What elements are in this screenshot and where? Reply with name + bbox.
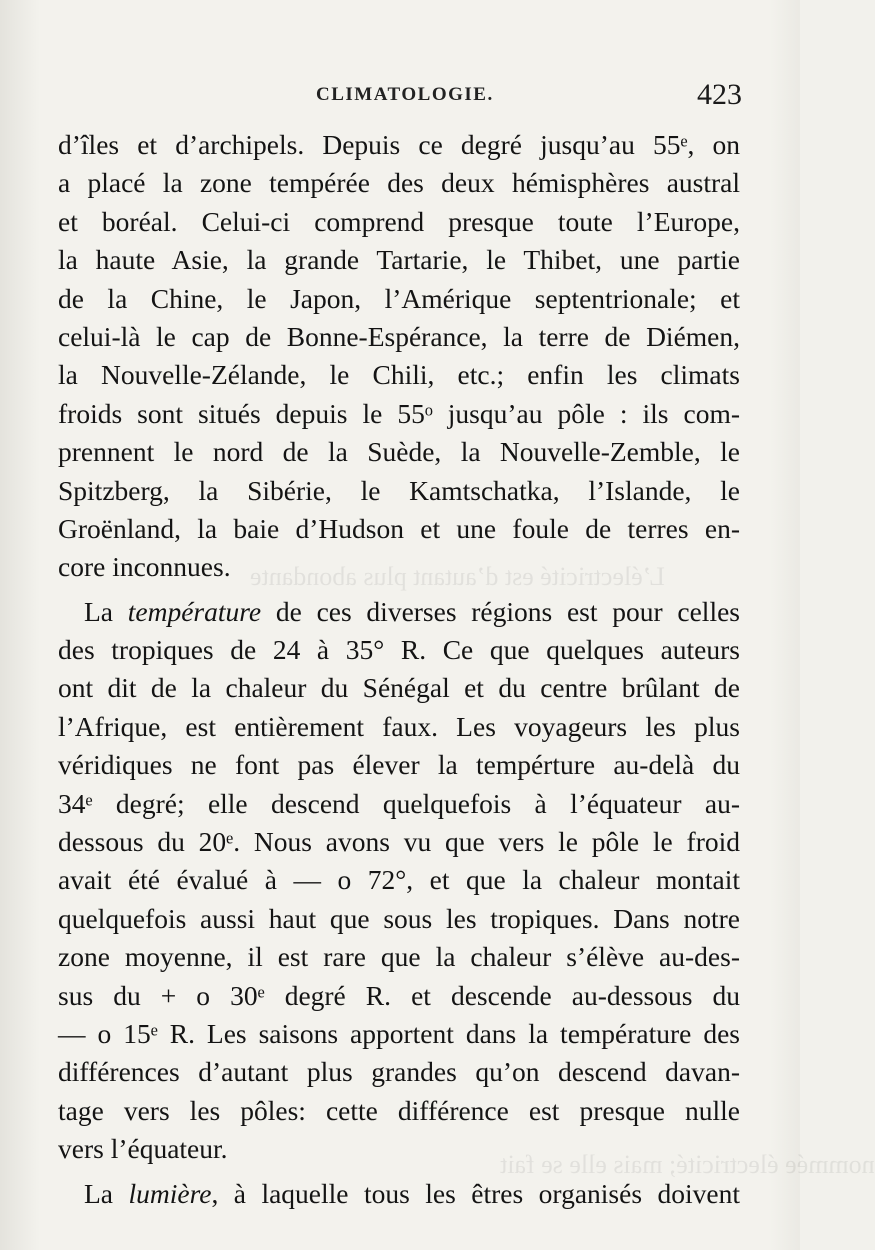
text-line: des tropiques de 24 à 35° R. Ce que quelques auteurs	[58, 634, 740, 666]
text-line: dessous du 20ᵉ. Nous avons vu que vers le pôle le froid	[58, 826, 740, 858]
text-line: tage vers les pôles: cette différence est presque nulle	[58, 1094, 740, 1126]
text-line: Groënland, la baie d’Hudson et une foule de terres en-	[58, 512, 740, 544]
paragraph-3-lead: La	[84, 1177, 129, 1209]
text-line: prennent le nord de la Suède, la Nouvelle-Zemble, le	[58, 436, 740, 468]
text-line: froids sont situés depuis le 55ᵒ jusqu’au pôle : ils com-	[58, 397, 740, 429]
text-line: la Nouvelle-Zélande, le Chili, etc.; enfin les climats	[58, 359, 740, 391]
text-line: et boréal. Celui-ci comprend presque toute l’Europe,	[58, 205, 740, 237]
show-through-text: L’électricité est d’autant plus abondante	[250, 562, 665, 591]
paragraph-2	[58, 593, 740, 1169]
text-line: de la Chine, le Japon, l’Amérique septentrionale; et	[58, 282, 740, 314]
running-head: CLIMATOLOGIE.	[316, 84, 494, 105]
show-through-text: nommée électricité; mais elle se fait	[500, 1150, 875, 1179]
paragraph-1	[58, 126, 740, 587]
page-number: 423	[697, 78, 742, 111]
text-line	[58, 593, 740, 631]
text-line: a placé la zone tempérée des deux hémisphères austral	[58, 167, 740, 199]
text-line: 34ᵉ degré; elle descend quelquefois à l’équateur au-	[58, 787, 740, 819]
text-line: différences d’autant plus grandes qu’on descend davan-	[58, 1056, 740, 1088]
text-line: — o 15ᵉ R. Les saisons apportent dans la température des	[58, 1017, 740, 1049]
page-header	[58, 78, 748, 118]
text-line: d’îles et d’archipels. Depuis ce degré jusqu’au 55ᵉ, on	[58, 129, 740, 160]
paragraph-3	[58, 1175, 740, 1213]
paragraph-3-lead-rest: , à laquelle tous les êtres organisés doivent	[211, 1177, 740, 1209]
text-line	[58, 1175, 740, 1213]
text-line: l’Afrique, est entièrement faux. Les voyageurs les plus	[58, 710, 740, 742]
text-line: celui-là le cap de Bonne-Espérance, la terre de Diémen,	[58, 320, 740, 352]
text-line: sus du + o 30ᵉ degré R. et descende au-dessous du	[58, 979, 740, 1011]
paragraph-2-lead-rest: de ces diverses régions est pour celles	[261, 595, 740, 627]
text-line: avait été évalué à — o 72°, et que la chaleur montait	[58, 864, 740, 896]
text-line: Spitzberg, la Sibérie, le Kamtschatka, l’Islande, le	[58, 474, 740, 506]
text-line: véridiques ne font pas élever la tempérture au-delà du	[58, 749, 740, 781]
italic-term-temperature: température	[127, 595, 262, 627]
text-line: la haute Asie, la grande Tartarie, le Thibet, une partie	[58, 244, 740, 276]
text-line: vers l’équateur.	[58, 1133, 228, 1165]
paragraph-2-lead: La	[84, 595, 128, 627]
italic-term-lumiere: lumière	[128, 1177, 212, 1209]
text-line: ont dit de la chaleur du Sénégal et du centre brûlant de	[58, 672, 740, 704]
page-body	[58, 126, 740, 1213]
text-line: zone moyenne, il est rare que la chaleur s’élève au-des-	[58, 941, 740, 973]
text-line: core inconnues.	[58, 551, 231, 583]
text-line: quelquefois aussi haut que sous les tropiques. Dans notre	[58, 902, 740, 934]
